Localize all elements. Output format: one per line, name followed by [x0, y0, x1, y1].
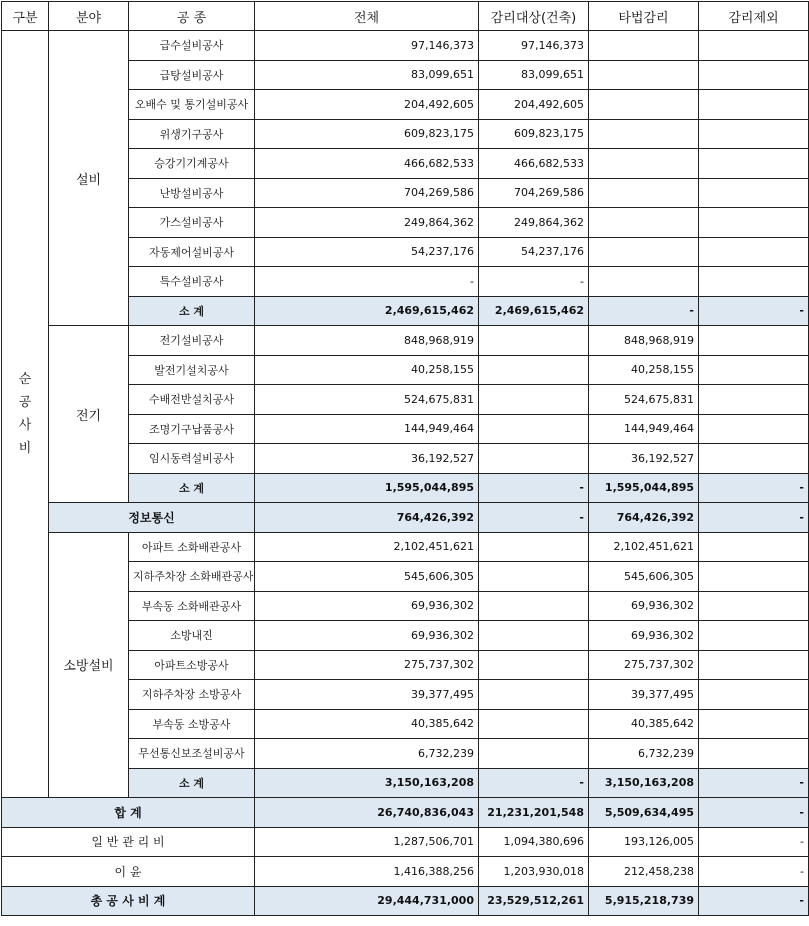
cell-total: 524,675,831 — [255, 385, 479, 415]
cell-other-law: 524,675,831 — [589, 385, 699, 415]
cell-other: 212,458,238 — [589, 857, 699, 887]
cell-total: 466,682,533 — [255, 149, 479, 179]
cell-other-law — [589, 149, 699, 179]
cell-excluded — [699, 709, 809, 739]
cell-supervision-target — [479, 591, 589, 621]
field-label-fire: 소방설비 — [49, 532, 129, 798]
cell-total: 848,968,919 — [255, 326, 479, 356]
cell-excluded — [699, 178, 809, 208]
cell-other-law: 545,606,305 — [589, 562, 699, 592]
cell-excluded — [699, 31, 809, 61]
subtotal-label: 소 계 — [129, 768, 255, 798]
cell-total: 39,377,495 — [255, 680, 479, 710]
header-total: 전체 — [255, 2, 479, 31]
cell-excluded — [699, 444, 809, 474]
cell-other-law: 6,732,239 — [589, 739, 699, 769]
group-label-net-cost — [2, 31, 49, 798]
work-type-name: 수배전반설치공사 — [129, 385, 255, 415]
work-type-name: 부속동 소화배관공사 — [129, 591, 255, 621]
cell-excluded — [699, 355, 809, 385]
cell-other: 5,915,218,739 — [589, 886, 699, 916]
cell-total: 609,823,175 — [255, 119, 479, 149]
cell-other-law: 3,150,163,208 — [589, 768, 699, 798]
overhead-label: 일 반 관 리 비 — [2, 827, 255, 857]
cell-excluded: - — [699, 798, 809, 828]
cell-excluded — [699, 326, 809, 356]
header-row — [2, 2, 809, 31]
cell-excluded — [699, 267, 809, 297]
work-type-name: 오배수 및 통기설비공사 — [129, 90, 255, 120]
cell-other-law: 69,936,302 — [589, 621, 699, 651]
cell-other-law — [589, 267, 699, 297]
cell-excluded — [699, 237, 809, 267]
cell-excluded — [699, 650, 809, 680]
cell-other: 193,126,005 — [589, 827, 699, 857]
header-other-law: 타법감리 — [589, 2, 699, 31]
sum-row — [2, 798, 809, 828]
cell-other-law — [589, 237, 699, 267]
cell-supervision-target: 204,492,605 — [479, 90, 589, 120]
cell-total: 29,444,731,000 — [255, 886, 479, 916]
cell-supervision-target — [479, 414, 589, 444]
cell-supervision-target: 704,269,586 — [479, 178, 589, 208]
cell-total: 3,150,163,208 — [255, 768, 479, 798]
grand-row — [2, 886, 809, 916]
cell-other-law — [589, 90, 699, 120]
work-type-name: 아파트 소화배관공사 — [129, 532, 255, 562]
cell-excluded: - — [699, 886, 809, 916]
cell-supervision-target: 54,237,176 — [479, 237, 589, 267]
cell-supervision-target: 2,469,615,462 — [479, 296, 589, 326]
work-type-name: 부속동 소방공사 — [129, 709, 255, 739]
work-type-name: 자동제어설비공사 — [129, 237, 255, 267]
group-label-char: 공 — [18, 395, 32, 410]
cell-excluded — [699, 591, 809, 621]
group-label-char: 사 — [18, 418, 32, 433]
cell-other-law: 1,595,044,895 — [589, 473, 699, 503]
cell-excluded — [699, 90, 809, 120]
work-type-name: 특수설비공사 — [129, 267, 255, 297]
cell-total: 1,287,506,701 — [255, 827, 479, 857]
header-excluded: 감리제외 — [699, 2, 809, 31]
table-row — [2, 326, 809, 356]
header-field: 분야 — [49, 2, 129, 31]
cell-total: 97,146,373 — [255, 31, 479, 61]
cell-other-law: 144,949,464 — [589, 414, 699, 444]
cell-other-law — [589, 178, 699, 208]
cell-supervision-target: 83,099,651 — [479, 60, 589, 90]
cell-total: 6,732,239 — [255, 739, 479, 769]
telecom-label: 정보통신 — [49, 503, 255, 533]
cell-total: 764,426,392 — [255, 503, 479, 533]
field-label-electric: 전기 — [49, 326, 129, 503]
subtotal-label: 소 계 — [129, 296, 255, 326]
cell-other-law: - — [589, 296, 699, 326]
cell-supervision-target: - — [479, 503, 589, 533]
work-type-name: 위생기구공사 — [129, 119, 255, 149]
work-type-name: 무선통신보조설비공사 — [129, 739, 255, 769]
cell-supervision-target: - — [479, 473, 589, 503]
cell-target: 1,094,380,696 — [479, 827, 589, 857]
cell-excluded: - — [699, 857, 809, 887]
cell-total: 204,492,605 — [255, 90, 479, 120]
cell-other-law: 764,426,392 — [589, 503, 699, 533]
cell-supervision-target — [479, 444, 589, 474]
work-type-name: 발전기설치공사 — [129, 355, 255, 385]
cell-target: 1,203,930,018 — [479, 857, 589, 887]
cost-table — [1, 1, 809, 916]
work-type-name: 가스설비공사 — [129, 208, 255, 238]
work-type-name: 지하주차장 소화배관공사 — [129, 562, 255, 592]
cell-other-law: 36,192,527 — [589, 444, 699, 474]
cell-supervision-target: 609,823,175 — [479, 119, 589, 149]
cell-total: 69,936,302 — [255, 621, 479, 651]
cell-total: 545,606,305 — [255, 562, 479, 592]
work-type-name: 전기설비공사 — [129, 326, 255, 356]
grand-label: 총 공 사 비 계 — [2, 886, 255, 916]
profit-row — [2, 857, 809, 887]
cell-other-law: 275,737,302 — [589, 650, 699, 680]
cell-excluded — [699, 562, 809, 592]
telecom-row — [2, 503, 809, 533]
cell-total: 2,469,615,462 — [255, 296, 479, 326]
cell-target: 23,529,512,261 — [479, 886, 589, 916]
table-row — [2, 532, 809, 562]
cell-total: 83,099,651 — [255, 60, 479, 90]
cell-other-law: 2,102,451,621 — [589, 532, 699, 562]
header-supervision-target: 감리대상(건축) — [479, 2, 589, 31]
cell-total: 275,737,302 — [255, 650, 479, 680]
group-label-char: 순 — [18, 372, 32, 387]
cell-supervision-target: 97,146,373 — [479, 31, 589, 61]
cell-supervision-target: - — [479, 267, 589, 297]
work-type-name: 소방내진 — [129, 621, 255, 651]
cell-total: 54,237,176 — [255, 237, 479, 267]
cell-total: 69,936,302 — [255, 591, 479, 621]
cell-excluded — [699, 208, 809, 238]
sum-label: 합 계 — [2, 798, 255, 828]
work-type-name: 난방설비공사 — [129, 178, 255, 208]
header-category: 구분 — [2, 2, 49, 31]
cell-other-law: 40,258,155 — [589, 355, 699, 385]
work-type-name: 급탕설비공사 — [129, 60, 255, 90]
cell-total: 40,258,155 — [255, 355, 479, 385]
header-work-type: 공 종 — [129, 2, 255, 31]
cell-total: 2,102,451,621 — [255, 532, 479, 562]
cell-excluded — [699, 739, 809, 769]
cell-supervision-target: 249,864,362 — [479, 208, 589, 238]
cell-supervision-target — [479, 709, 589, 739]
cell-other-law: 40,385,642 — [589, 709, 699, 739]
cell-excluded — [699, 119, 809, 149]
work-type-name: 지하주차장 소방공사 — [129, 680, 255, 710]
cell-excluded: - — [699, 296, 809, 326]
cell-excluded — [699, 414, 809, 444]
cell-supervision-target — [479, 621, 589, 651]
cell-excluded: - — [699, 503, 809, 533]
cell-total: 1,595,044,895 — [255, 473, 479, 503]
cell-supervision-target — [479, 355, 589, 385]
cell-other-law — [589, 119, 699, 149]
cell-other-law — [589, 60, 699, 90]
cell-other: 5,509,634,495 — [589, 798, 699, 828]
cell-excluded — [699, 680, 809, 710]
cell-total: 36,192,527 — [255, 444, 479, 474]
cell-total: 40,385,642 — [255, 709, 479, 739]
cell-excluded — [699, 60, 809, 90]
cell-target: 21,231,201,548 — [479, 798, 589, 828]
cell-total: 249,864,362 — [255, 208, 479, 238]
work-type-name: 승강기기계공사 — [129, 149, 255, 179]
cell-total: 26,740,836,043 — [255, 798, 479, 828]
cell-excluded — [699, 385, 809, 415]
cell-supervision-target — [479, 385, 589, 415]
cell-total: 144,949,464 — [255, 414, 479, 444]
cell-supervision-target — [479, 650, 589, 680]
cell-other-law — [589, 208, 699, 238]
cell-supervision-target — [479, 680, 589, 710]
cell-supervision-target: - — [479, 768, 589, 798]
cell-supervision-target — [479, 562, 589, 592]
overhead-row — [2, 827, 809, 857]
cell-excluded: - — [699, 827, 809, 857]
cell-excluded — [699, 621, 809, 651]
cell-total: 1,416,388,256 — [255, 857, 479, 887]
cell-total: 704,269,586 — [255, 178, 479, 208]
profit-label: 이 윤 — [2, 857, 255, 887]
cell-excluded: - — [699, 473, 809, 503]
cell-supervision-target — [479, 739, 589, 769]
work-type-name: 임시동력설비공사 — [129, 444, 255, 474]
cell-other-law — [589, 31, 699, 61]
work-type-name: 아파트소방공사 — [129, 650, 255, 680]
cell-excluded: - — [699, 768, 809, 798]
cell-supervision-target: 466,682,533 — [479, 149, 589, 179]
group-label-char: 비 — [18, 441, 32, 456]
subtotal-label: 소 계 — [129, 473, 255, 503]
cell-supervision-target — [479, 326, 589, 356]
work-type-name: 조명기구납품공사 — [129, 414, 255, 444]
cell-total: - — [255, 267, 479, 297]
cell-excluded — [699, 149, 809, 179]
cell-excluded — [699, 532, 809, 562]
field-label-equipment: 설비 — [49, 31, 129, 326]
cell-other-law: 69,936,302 — [589, 591, 699, 621]
cell-other-law: 39,377,495 — [589, 680, 699, 710]
table-row — [2, 31, 809, 61]
work-type-name: 급수설비공사 — [129, 31, 255, 61]
cell-supervision-target — [479, 532, 589, 562]
cell-other-law: 848,968,919 — [589, 326, 699, 356]
